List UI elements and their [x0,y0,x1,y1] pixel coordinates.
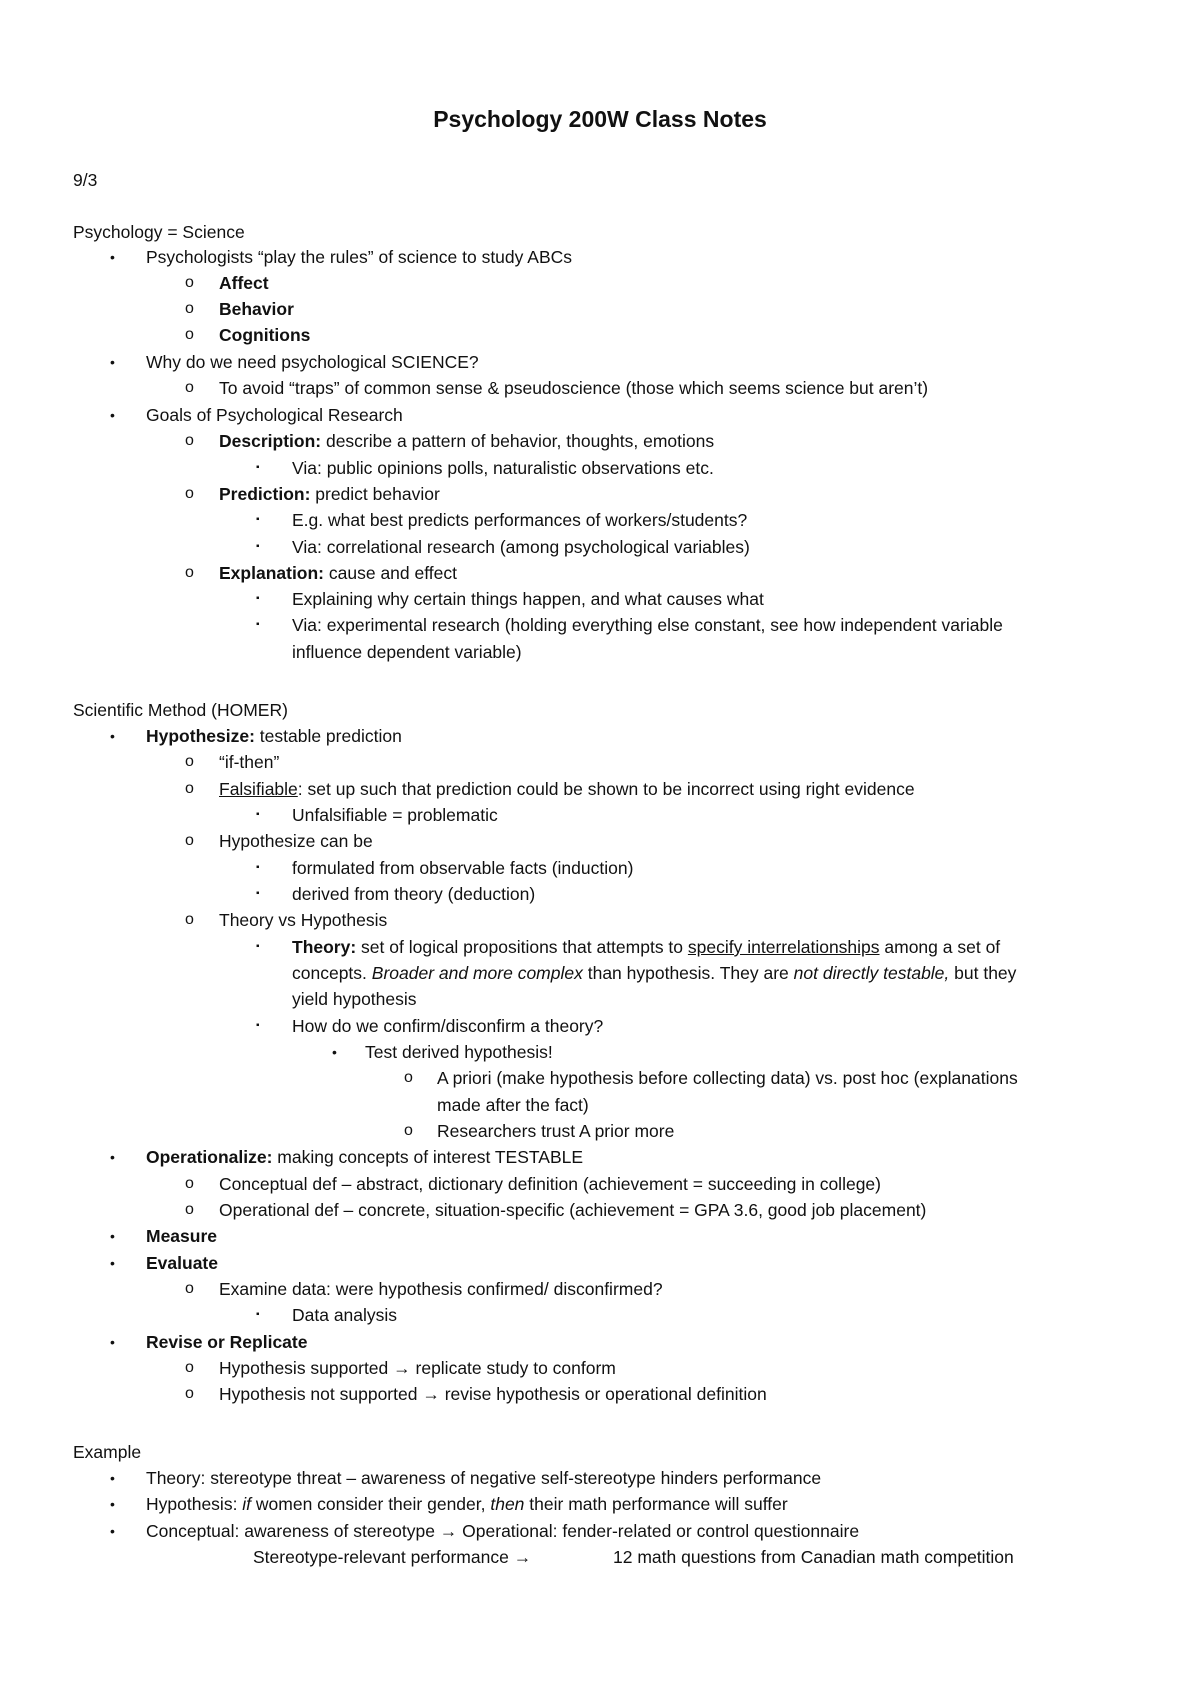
list-item: Behavior [219,299,294,319]
square-bullet-icon: ▪ [256,888,260,899]
circle-bullet-icon: o [185,379,194,396]
term-text: set of logical propositions that attempts to [356,937,688,957]
italic-text: if [242,1494,252,1514]
term-text: among a set of [879,937,1001,957]
list-item [219,562,457,584]
list-item: Revise or Replicate [146,1332,308,1352]
circle-bullet-icon: o [185,1175,194,1192]
list-item: Conceptual def – abstract, dictionary definition (achievement = succeeding in college) [219,1174,881,1194]
section-heading: Scientific Method (HOMER) [73,700,288,720]
term-label: Explanation: [219,563,325,583]
circle-bullet-icon: o [185,564,194,581]
list-item: Via: experimental research (holding everything else constant, see how independent variable [292,615,1003,635]
term-text: Hypothesis not supported [219,1384,423,1404]
list-item: Via: public opinions polls, naturalistic observations etc. [292,458,714,478]
date-label: 9/3 [73,170,98,190]
list-item: To avoid “traps” of common sense & pseudoscience (those which seems science but aren’t) [219,378,929,398]
bullet-icon: • [110,354,115,370]
italic-text: not directly testable, [793,963,950,983]
square-bullet-icon: ▪ [256,593,260,604]
term-label: Theory: [292,937,357,957]
bullet-icon: • [110,1228,115,1244]
list-item [292,936,1000,958]
list-item [219,1383,767,1405]
square-bullet-icon: ▪ [256,1309,260,1320]
circle-bullet-icon: o [185,326,194,343]
italic-text: Broader and more complex [371,963,583,983]
term-text: testable prediction [254,726,402,746]
list-item: A priori (make hypothesis before collecting data) vs. post hoc (explanations [437,1068,1018,1088]
term-text: cause and effect [324,563,457,583]
list-item: Theory: stereotype threat – awareness of negative self-stereotype hinders performance [146,1468,822,1488]
term-label: Description: [219,431,322,451]
list-item-continuation: yield hypothesis [292,989,417,1009]
list-item: Test derived hypothesis! [365,1042,553,1062]
term-label: Hypothesize: [146,726,255,746]
list-item: Affect [219,273,269,293]
list-item-continuation [253,1546,531,1568]
circle-bullet-icon: o [185,1385,194,1402]
circle-bullet-icon: o [185,300,194,317]
bullet-icon: • [332,1044,337,1060]
term-text: replicate study to conform [410,1358,616,1378]
list-item [146,1146,583,1168]
bullet-icon: • [110,1470,115,1486]
list-item [146,725,402,747]
list-item: Measure [146,1226,218,1246]
list-item-continuation: 12 math questions from Canadian math competition [613,1547,1014,1567]
term-label: Falsifiable [219,779,298,799]
square-bullet-icon: ▪ [256,462,260,473]
list-item: formulated from observable facts (induction) [292,858,634,878]
circle-bullet-icon: o [185,780,194,797]
bullet-icon: • [110,1523,115,1539]
underlined-text: specify interrelationships [687,937,880,957]
circle-bullet-icon: o [185,274,194,291]
list-item: How do we confirm/disconfirm a theory? [292,1016,604,1036]
list-item: Goals of Psychological Research [146,405,403,425]
square-bullet-icon: ▪ [256,514,260,525]
term-text: revise hypothesis or operational definition [439,1384,767,1404]
list-item [146,1520,859,1542]
list-item: E.g. what best predicts performances of workers/students? [292,510,748,530]
list-item: Data analysis [292,1305,398,1325]
list-item: Theory vs Hypothesis [219,910,388,930]
arrow-right-icon: → [439,1521,458,1541]
bullet-icon: • [110,249,115,265]
list-item [219,483,440,505]
circle-bullet-icon: o [404,1069,413,1086]
bullet-icon: • [110,1496,115,1512]
term-text: Stereotype-relevant performance [253,1547,514,1567]
square-bullet-icon: ▪ [256,862,260,873]
bullet-icon: • [110,1149,115,1165]
list-item [219,430,714,452]
list-item: Psychologists “play the rules” of science to study ABCs [146,247,573,267]
circle-bullet-icon: o [404,1122,413,1139]
arrow-right-icon: → [393,1358,411,1378]
term-text: than hypothesis. They are [582,963,794,983]
bullet-icon: • [110,1334,115,1350]
list-item: Via: correlational research (among psychological variables) [292,537,750,557]
circle-bullet-icon: o [185,911,194,928]
term-text: women consider their gender, [251,1494,491,1514]
list-item [146,1493,788,1515]
circle-bullet-icon: o [185,432,194,449]
square-bullet-icon: ▪ [256,809,260,820]
square-bullet-icon: ▪ [256,619,260,630]
list-item-continuation: influence dependent variable) [292,642,522,662]
section-heading: Psychology = Science [73,222,245,242]
square-bullet-icon: ▪ [256,941,260,952]
term-text: their math performance will suffer [524,1494,788,1514]
square-bullet-icon: ▪ [256,1020,260,1031]
term-text: describe a pattern of behavior, thoughts, emotions [321,431,715,451]
list-item [219,778,915,800]
circle-bullet-icon: o [185,753,194,770]
bullet-icon: • [110,728,115,744]
list-item: Examine data: were hypothesis confirmed/ disconfirmed? [219,1279,663,1299]
term-text: Hypothesis supported [219,1358,394,1378]
term-label: Operationalize: [146,1147,273,1167]
circle-bullet-icon: o [185,485,194,502]
list-item: Unfalsifiable = problematic [292,805,498,825]
list-item: Hypothesize can be [219,831,373,851]
list-item: “if-then” [219,752,280,772]
term-text: but they [949,963,1017,983]
list-item-continuation: made after the fact) [437,1095,589,1115]
term-label: Prediction: [219,484,311,504]
bullet-icon: • [110,407,115,423]
list-item: Researchers trust A prior more [437,1121,675,1141]
circle-bullet-icon: o [185,1201,194,1218]
section-heading: Example [73,1442,142,1462]
list-item [219,1357,616,1379]
term-text: concepts. [292,963,372,983]
list-item: Why do we need psychological SCIENCE? [146,352,479,372]
term-text: Hypothesis: [146,1494,243,1514]
circle-bullet-icon: o [185,1359,194,1376]
list-item: Cognitions [219,325,311,345]
circle-bullet-icon: o [185,832,194,849]
arrow-right-icon: → [513,1547,532,1567]
italic-text: then [490,1494,525,1514]
term-text: Conceptual: awareness of stereotype [146,1521,440,1541]
term-text: making concepts of interest TESTABLE [272,1147,584,1167]
page-title: Psychology 200W Class Notes [433,106,767,132]
list-item: Operational def – concrete, situation-specific (achievement = GPA 3.6, good job placement) [219,1200,927,1220]
square-bullet-icon: ▪ [256,541,260,552]
list-item: derived from theory (deduction) [292,884,536,904]
list-item-continuation [292,962,1016,984]
list-item: Explaining why certain things happen, and what causes what [292,589,764,609]
term-text: Operational: fender-related or control questionnaire [457,1521,860,1541]
circle-bullet-icon: o [185,1280,194,1297]
list-item: Evaluate [146,1253,218,1273]
bullet-icon: • [110,1255,115,1271]
term-text: : set up such that prediction could be shown to be incorrect using right evidence [297,779,915,799]
arrow-right-icon: → [422,1384,440,1404]
term-text: predict behavior [310,484,440,504]
